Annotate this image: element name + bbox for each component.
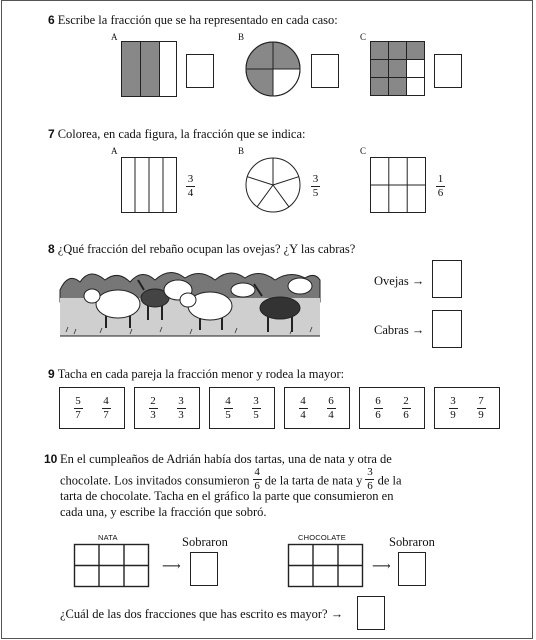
arrow-right-icon: → [411,323,425,337]
fraction-pair-1[interactable] [59,387,125,429]
figure-7c-grid[interactable] [370,157,426,213]
fraction-pair-3[interactable] [209,387,275,429]
fraction-nata-consumed: $\frac{4}{6}$ [254,466,260,492]
answer-box-ovejas[interactable] [432,260,462,298]
fraction-7c: 1 6 [437,173,444,199]
question-text: Tacha en cada pareja la fracción menor y rodea la mayor: [57,367,345,381]
fraction-pair-6[interactable] [434,387,500,429]
fraction: $\frac{3}{3}$ [178,394,184,421]
fraction: $\frac{2}{3}$ [150,394,156,421]
figure-label-a: A [111,146,118,156]
question-text: Colorea, en cada figura, la fracción que se indica: [57,127,306,141]
answer-box-nata[interactable] [190,552,218,586]
answer-box-6c[interactable] [434,54,462,88]
question-number: 9 [48,367,55,381]
question-9 [48,366,344,382]
fraction-7b: 3 5 [312,173,319,199]
fraction: $\frac{4}{4}$ [300,394,306,421]
question-number: 7 [48,127,55,141]
chocolate-label: CHOCOLATE [298,533,346,542]
figure-label-b: B [238,146,245,156]
sobraron-label-chocolate: Sobraron [389,535,435,549]
question-number: 8 [48,242,55,256]
arrow-right-icon: ⟶ [372,558,391,573]
arrow-right-icon: → [330,607,344,621]
answer-box-cabras[interactable] [432,310,462,348]
answer-box-6b[interactable] [311,54,339,88]
question-8 [48,241,355,257]
figure-label-a: A [111,32,118,42]
arrow-right-icon: → [411,274,425,288]
cake-nata-grid[interactable] [74,544,150,588]
question-10-line-2: chocolate. Los invitados consumieron $\frac{4}{6}$ de la tarta de nata y $\frac{3}{6}$ de la [60,466,402,492]
figure-6a-rectangle [121,41,177,98]
question-6 [48,12,338,28]
fraction: $\frac{5}{7}$ [75,394,81,421]
nata-label: NATA [98,533,118,542]
sobraron-label-nata: Sobraron [182,535,228,549]
figure-label-c: C [360,146,367,156]
figure-7a-rectangle[interactable] [121,157,177,213]
answer-box-6a[interactable] [186,54,214,88]
cake-chocolate-grid[interactable] [288,544,364,588]
flock-illustration [60,262,320,338]
fraction: $\frac{4}{5}$ [225,394,231,421]
question-text: Escribe la fracción que se ha representado en cada caso: [57,13,338,27]
final-question: ¿Cuál de las dos fracciones que has escrito es mayor? → [60,607,344,621]
cabras-label: Cabras → [374,323,425,337]
fraction: $\frac{7}{9}$ [478,394,484,421]
fraction-7a: 3 4 [187,173,194,199]
fraction: $\frac{4}{7}$ [103,394,109,421]
arrow-right-icon: ⟶ [162,558,181,573]
fraction: $\frac{6}{6}$ [375,394,381,421]
ovejas-label: Ovejas → [374,274,425,288]
fraction-pair-4[interactable] [284,387,350,429]
fraction: $\frac{3}{5}$ [253,394,259,421]
fraction-pair-5[interactable] [359,387,425,429]
question-text: ¿Qué fracción del rebaño ocupan las ovejas? ¿Y las cabras? [57,242,356,256]
fraction: $\frac{3}{9}$ [450,394,456,421]
answer-box-final[interactable] [357,596,385,630]
question-10-number: 10 [44,452,58,466]
answer-box-chocolate[interactable] [398,552,426,586]
figure-6c-grid [370,41,426,97]
question-10-line-3: tarta de chocolate. Tacha en el gráfico la parte que consumieron en [60,489,394,503]
question-10-line-4: cada una, y escribe la fracción que sobró. [60,505,267,519]
question-7 [48,126,305,142]
question-number: 6 [48,13,55,27]
figure-label-b: B [238,32,245,42]
fraction-chocolate-consumed: $\frac{3}{6}$ [367,466,373,492]
question-10-line-1: En el cumpleaños de Adrián había dos tartas, una de nata y otra de [60,452,392,466]
figure-7b-circle[interactable] [245,157,301,213]
figure-label-c: C [360,32,367,42]
fraction: $\frac{2}{6}$ [403,394,409,421]
fraction-pair-2[interactable] [134,387,200,429]
figure-6b-circle [245,41,301,97]
fraction: $\frac{6}{4}$ [328,394,334,421]
